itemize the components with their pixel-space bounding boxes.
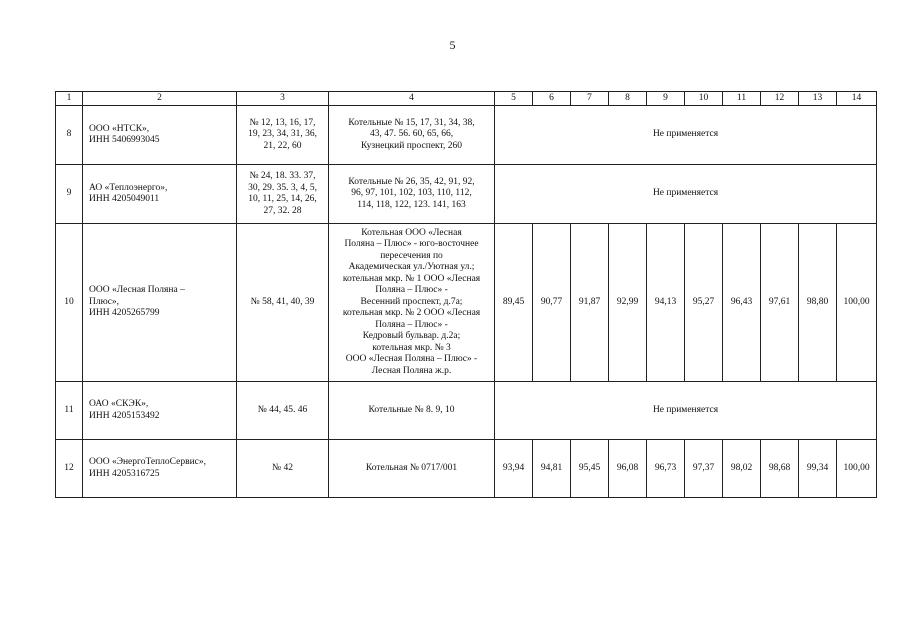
- header-cell: 7: [571, 92, 609, 106]
- value-cell: 98,68: [761, 440, 799, 498]
- organization-cell: ООО «ЭнергоТеплоСервис», ИНН 4205316725: [83, 440, 237, 498]
- header-cell: 9: [647, 92, 685, 106]
- numbers-cell: № 42: [237, 440, 329, 498]
- value-cell: 96,73: [647, 440, 685, 498]
- numbers-cell: № 44, 45. 46: [237, 382, 329, 440]
- header-cell: 11: [723, 92, 761, 106]
- table-row: [56, 106, 877, 165]
- header-cell: 8: [609, 92, 647, 106]
- value-cell: 95,27: [685, 224, 723, 382]
- header-cell: 1: [56, 92, 83, 106]
- table-row: [56, 224, 877, 382]
- organization-cell: ОАО «СКЭК», ИНН 4205153492: [83, 382, 237, 440]
- data-table: [55, 91, 877, 498]
- value-cell: 98,80: [799, 224, 837, 382]
- objects-cell: Котельная № 0717/001: [329, 440, 495, 498]
- row-number: 10: [56, 224, 83, 382]
- value-cell: 98,02: [723, 440, 761, 498]
- numbers-cell: № 24, 18. 33. 37, 30, 29. 35. 3, 4, 5, 10, 11, 25, 14, 26, 27, 32. 28: [237, 165, 329, 224]
- numbers-cell: № 58, 41, 40, 39: [237, 224, 329, 382]
- value-cell: 96,43: [723, 224, 761, 382]
- table-row: [56, 440, 877, 498]
- header-cell: 13: [799, 92, 837, 106]
- objects-cell: Котельные № 15, 17, 31, 34, 38, 43, 47. 56. 60, 65, 66, Кузнецкий проспект, 260: [329, 106, 495, 165]
- value-cell: 96,08: [609, 440, 647, 498]
- value-cell: 89,45: [495, 224, 533, 382]
- table-row: [56, 382, 877, 440]
- header-cell: 3: [237, 92, 329, 106]
- header-cell: 14: [837, 92, 877, 106]
- row-number: 12: [56, 440, 83, 498]
- header-cell: 4: [329, 92, 495, 106]
- header-cell: 5: [495, 92, 533, 106]
- header-cell: 2: [83, 92, 237, 106]
- value-cell: 100,00: [837, 224, 877, 382]
- not-applicable-cell: Не применяется: [495, 106, 877, 165]
- row-number: 9: [56, 165, 83, 224]
- organization-cell: ООО «НТСК», ИНН 5406993045: [83, 106, 237, 165]
- value-cell: 93,94: [495, 440, 533, 498]
- numbers-cell: № 12, 13, 16, 17, 19, 23, 34, 31, 36, 21, 22, 60: [237, 106, 329, 165]
- value-cell: 97,61: [761, 224, 799, 382]
- value-cell: 94,13: [647, 224, 685, 382]
- table-row: [56, 165, 877, 224]
- row-number: 8: [56, 106, 83, 165]
- value-cell: 92,99: [609, 224, 647, 382]
- objects-cell: Котельные № 8. 9, 10: [329, 382, 495, 440]
- value-cell: 90,77: [533, 224, 571, 382]
- value-cell: 91,87: [571, 224, 609, 382]
- objects-cell: Котельные № 26, 35, 42, 91, 92, 96, 97, 101, 102, 103, 110, 112, 114, 118, 122, 123. 141, 163: [329, 165, 495, 224]
- organization-cell: ООО «Лесная Поляна – Плюс», ИНН 4205265799: [83, 224, 237, 382]
- row-number: 11: [56, 382, 83, 440]
- not-applicable-cell: Не применяется: [495, 165, 877, 224]
- table-header-row: [56, 92, 877, 106]
- value-cell: 99,34: [799, 440, 837, 498]
- value-cell: 94,81: [533, 440, 571, 498]
- value-cell: 97,37: [685, 440, 723, 498]
- header-cell: 6: [533, 92, 571, 106]
- page-number: 5: [449, 38, 456, 52]
- organization-cell: АО «Теплоэнерго», ИНН 4205049011: [83, 165, 237, 224]
- value-cell: 100,00: [837, 440, 877, 498]
- header-cell: 10: [685, 92, 723, 106]
- value-cell: 95,45: [571, 440, 609, 498]
- header-cell: 12: [761, 92, 799, 106]
- not-applicable-cell: Не применяется: [495, 382, 877, 440]
- objects-cell: Котельная ООО «Лесная Поляна – Плюс» - юго-восточнее пересечения по Академическая ул./Уютная ул.; котельная мкр. № 1 ООО «Лесная Поляна – Плюс» - Весенний проспект, д.7а; котельная мкр. № 2 ООО «Лесная Поляна – Плюс» - Кедровый бульвар. д.2а; котельная мкр. № 3 ООО «Лесная Поляна – Плюс» - Лесная Поляна ж.р.: [329, 224, 495, 382]
